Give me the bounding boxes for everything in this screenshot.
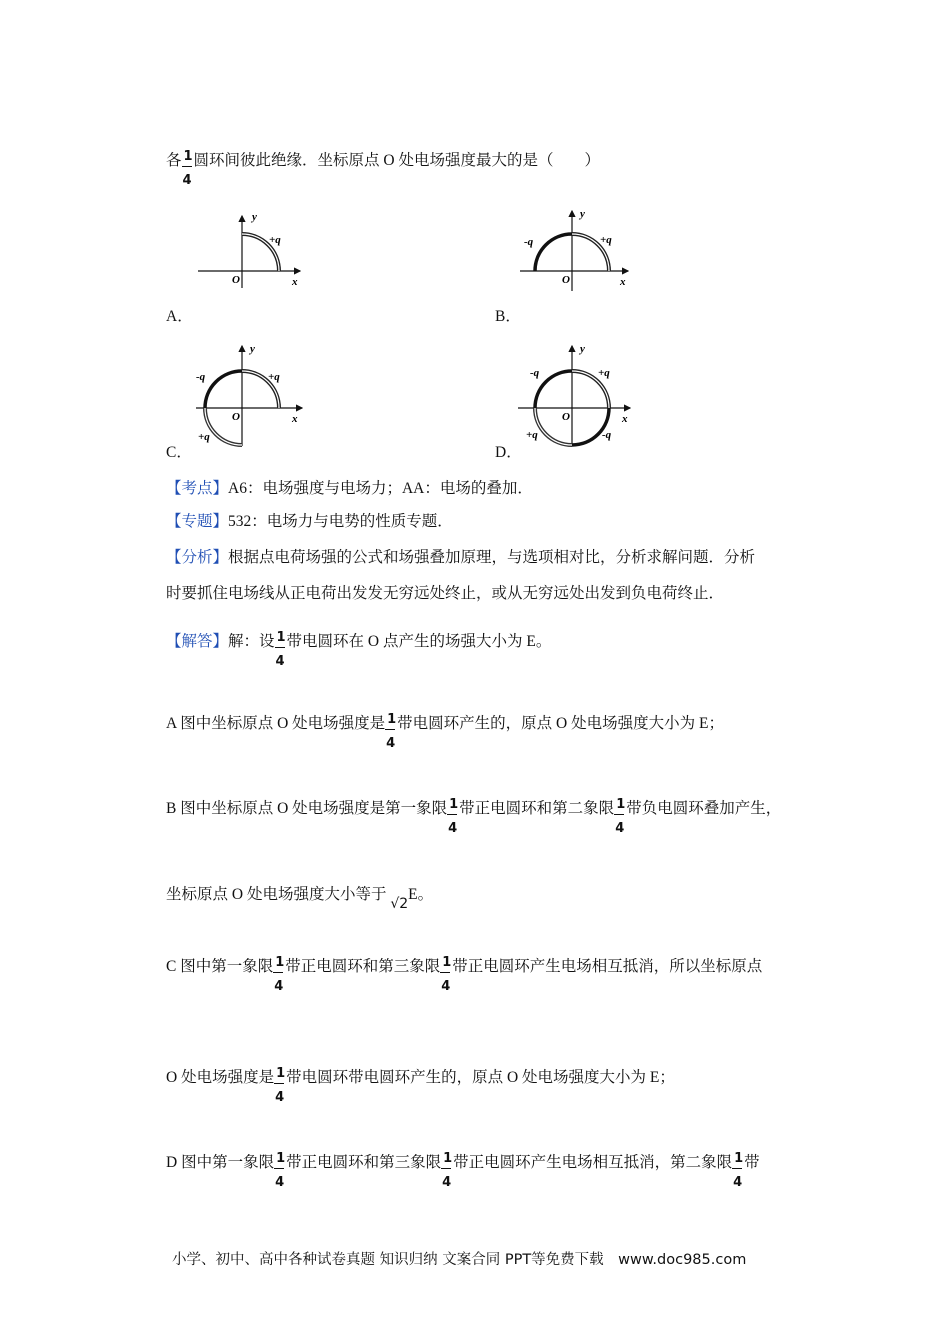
svg-text:x: x: [292, 276, 298, 288]
d-analysis-line: [166, 1151, 760, 1190]
option-a: A．: [166, 308, 193, 325]
fenxi-text-2: 时要抓住电场线从正电荷出发发无穷远处终止，或从无穷远处出发到负电荷终止．: [166, 585, 725, 602]
d-analysis-pre: D 图中第一象限: [166, 1154, 275, 1171]
svg-text:+q: +q: [198, 431, 210, 443]
svg-text:+q: +q: [269, 234, 281, 246]
svg-text:-q: -q: [196, 371, 206, 383]
figure-d: [512, 340, 642, 450]
c-analysis-line: [166, 955, 763, 994]
b-analysis-mid: 带正电圆环和第二象限: [459, 800, 615, 817]
figure-b: [516, 205, 636, 295]
svg-text:+q: +q: [526, 429, 538, 441]
quarter-fraction: $\frac{1}{4}$: [615, 797, 626, 836]
zhuanti-line: [166, 511, 453, 533]
svg-text:+q: +q: [600, 234, 612, 246]
quarter-fraction: $\frac{1}{4}$: [275, 1066, 286, 1105]
footer-text: 小学、初中、高中各种试卷真题 知识归纳 文案合同 PPT等免费下载 www.doc985.com: [172, 1252, 747, 1268]
jieda-tag: 【解答】: [166, 633, 229, 650]
svg-text:y: y: [580, 343, 585, 355]
question-pre: 各: [166, 152, 182, 169]
kaodian-text: A6：电场强度与电场力；AA：电场的叠加．: [228, 480, 533, 497]
quarter-fraction: $\frac{1}{4}$: [275, 630, 286, 669]
fenxi-line-1: [166, 547, 755, 569]
c-analysis-line-2: [166, 1066, 675, 1105]
question-line: [166, 149, 600, 188]
quarter-fraction: $\frac{1}{4}$: [448, 797, 459, 836]
svg-text:+q: +q: [598, 367, 610, 379]
a-analysis-pre: A 图中坐标原点 O 处电场强度是: [166, 715, 386, 732]
quarter-fraction: $\frac{1}{4}$: [733, 1151, 744, 1190]
zhuanti-tag: 【专题】: [166, 513, 229, 530]
zhuanti-text: 532：电场力与电势的性质专题．: [228, 513, 453, 530]
svg-text:O: O: [562, 274, 570, 286]
svg-text:y: y: [580, 208, 585, 220]
svg-text:x: x: [292, 413, 298, 425]
option-d: D．: [495, 444, 522, 461]
svg-text:+q: +q: [268, 371, 280, 383]
figure-c: [192, 340, 312, 450]
quarter-fraction: $\frac{1}{4}$: [386, 712, 397, 751]
jieda-post: 带电圆环在 O 点产生的场强大小为 E。: [286, 633, 552, 650]
jieda-line: [166, 630, 552, 669]
kaodian-tag: 【考点】: [166, 480, 229, 497]
a-analysis-line: [166, 712, 724, 751]
fenxi-text-1: 根据点电荷场强的公式和场强叠加原理，与选项相对比，分析求解问题．分析: [228, 549, 756, 566]
c-analysis-mid: 带正电圆环和第三象限: [285, 958, 441, 975]
svg-text:y: y: [250, 343, 255, 355]
option-b: B．: [495, 308, 521, 325]
fenxi-tag: 【分析】: [166, 549, 229, 566]
kaodian-line: [166, 478, 533, 500]
quarter-fraction: $\frac{1}{4}$: [441, 955, 452, 994]
svg-text:-q: -q: [524, 236, 534, 248]
svg-text:-q: -q: [602, 429, 612, 441]
svg-text:x: x: [620, 276, 626, 288]
quarter-fraction: $\frac{1}{4}$: [442, 1151, 453, 1190]
d-analysis-post: 带: [744, 1154, 760, 1171]
svg-text:y: y: [252, 212, 257, 223]
a-analysis-post: 带电圆环产生的，原点 O 处电场强度大小为 E；: [397, 715, 724, 732]
svg-text:x: x: [622, 413, 628, 425]
svg-text:O: O: [562, 411, 570, 423]
d-analysis-mid2: 带正电圆环产生电场相互抵消，第二象限: [453, 1154, 733, 1171]
c-analysis2-pre: O 处电场强度是: [166, 1069, 275, 1086]
svg-text:O: O: [232, 411, 240, 423]
option-c: C．: [166, 444, 192, 461]
quarter-fraction: $\frac{1}{4}$: [275, 1151, 286, 1190]
b-analysis-line-2: [166, 884, 434, 912]
c-analysis-post: 带正电圆环产生电场相互抵消，所以坐标原点: [452, 958, 763, 975]
b-analysis2-pre: 坐标原点 O 处电场强度大小等于: [166, 886, 387, 903]
c-analysis2-post: 带电圆环带电圆环产生的，原点 O 处电场强度大小为 E；: [286, 1069, 675, 1086]
c-analysis-pre: C 图中第一象限: [166, 958, 274, 975]
fenxi-line-2: [166, 583, 724, 605]
b-analysis-line: [166, 797, 782, 836]
sqrt-two: √2: [390, 896, 409, 912]
question-post: 圆环间彼此绝缘．坐标原点 O 处电场强度最大的是（ ）: [193, 152, 600, 169]
svg-text:-q: -q: [530, 367, 540, 379]
b-analysis2-post: E。: [408, 886, 434, 903]
b-analysis-pre: B 图中坐标原点 O 处电场强度是第一象限: [166, 800, 448, 817]
svg-text:O: O: [232, 274, 240, 286]
quarter-fraction: $\frac{1}{4}$: [274, 955, 285, 994]
b-analysis-post: 带负电圆环叠加产生，: [626, 800, 782, 817]
d-analysis-mid: 带正电圆环和第三象限: [286, 1154, 442, 1171]
jieda-pre: 解：设: [228, 633, 275, 650]
figure-a: [192, 212, 312, 292]
quarter-fraction: $\frac{1}{4}$: [182, 149, 193, 188]
